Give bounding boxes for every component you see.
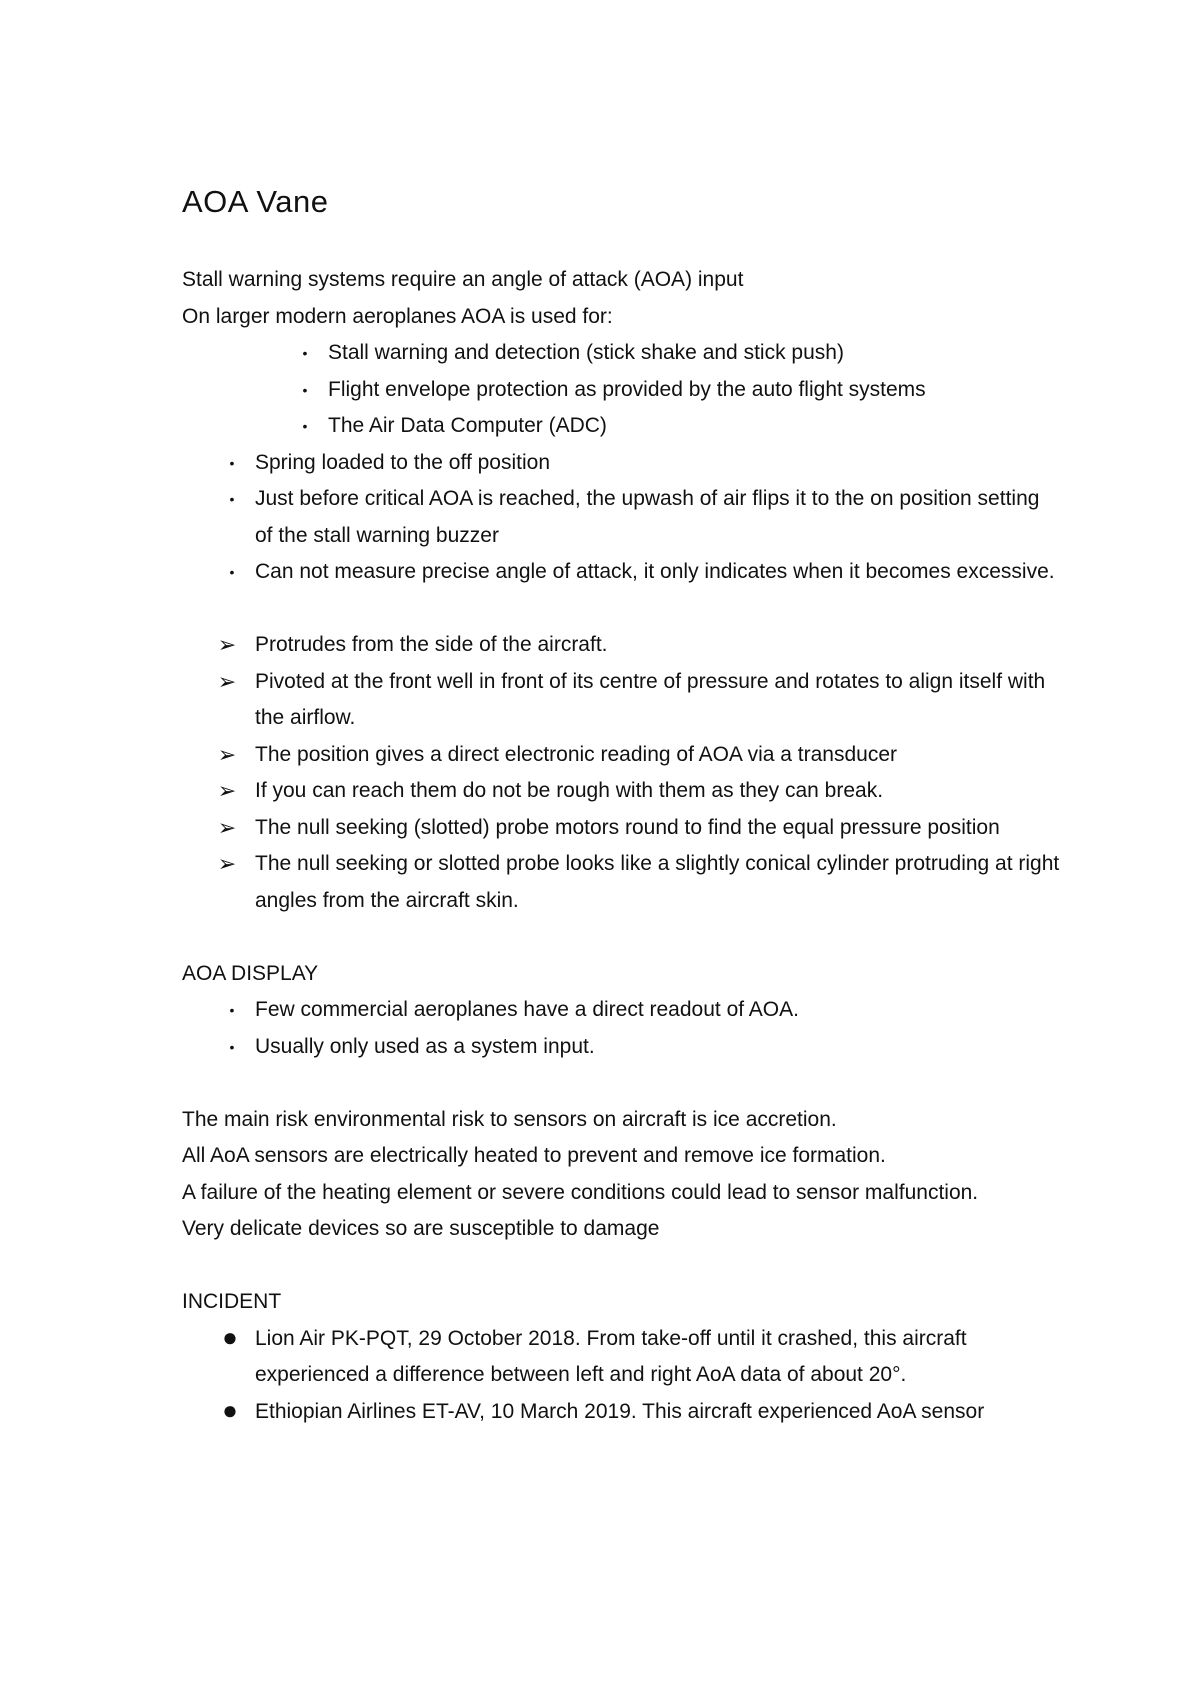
list-item-text: Lion Air PK-PQT, 29 October 2018. From take-off until it crashed, this aircraft experienced a difference between left and right AoA data of about 20°.: [255, 1326, 967, 1386]
list-item: [182, 846, 1062, 919]
list-item: [182, 481, 1062, 554]
arrow-bullet-icon: ➢: [217, 814, 237, 840]
list-item-text: The position gives a direct electronic reading of AOA via a transducer: [255, 742, 898, 766]
list-item: [182, 1029, 1062, 1066]
list-item: [182, 992, 1062, 1029]
arrow-bullet-icon: ➢: [217, 741, 237, 767]
risk-line: The main risk environmental risk to sensors on aircraft is ice accretion.: [182, 1107, 837, 1131]
list-item-text: Spring loaded to the off position: [255, 450, 550, 474]
list-item-text: Ethiopian Airlines ET-AV, 10 March 2019. This aircraft experienced AoA sensor: [255, 1399, 985, 1423]
spacer: [182, 919, 1062, 956]
display-list: [182, 992, 1062, 1065]
aoa-uses-list: [182, 335, 1062, 445]
bullet-icon: •: [229, 454, 235, 471]
spacer: [182, 591, 1062, 628]
list-item-text: The Air Data Computer (ADC): [328, 414, 607, 437]
list-item-text: Just before critical AOA is reached, the upwash of air flips it to the on position setting of the stall warning buzzer: [255, 487, 1040, 547]
bullet-icon: •: [229, 564, 235, 580]
risk-line: A failure of the heating element or severe conditions could lead to sensor malfunction.: [182, 1180, 979, 1204]
list-item-text: Usually only used as a system input.: [255, 1034, 595, 1058]
bullet-icon: •: [302, 381, 308, 398]
spacer: [182, 1248, 1062, 1285]
list-item-text: Few commercial aeroplanes have a direct readout of AOA.: [255, 998, 799, 1021]
risk-line: All AoA sensors are electrically heated to prevent and remove ice formation.: [182, 1144, 886, 1167]
list-item-text: Protrudes from the side of the aircraft.: [255, 633, 608, 656]
list-item-text: Stall warning and detection (stick shake and stick push): [328, 341, 844, 364]
bullet-icon: •: [229, 1038, 235, 1055]
bullet-icon: •: [302, 345, 308, 361]
list-item: [182, 664, 1062, 737]
list-item: [182, 810, 1062, 847]
vane-points-list: [182, 445, 1062, 591]
list-item: [182, 445, 1062, 482]
probe-points-list: [182, 627, 1062, 919]
arrow-bullet-icon: ➢: [217, 668, 237, 694]
list-item-text: The null seeking or slotted probe looks like a slightly conical cylinder protruding at right angles from the aircraft skin.: [255, 852, 1060, 912]
round-bullet-icon: ●: [222, 1321, 238, 1352]
list-item: [182, 627, 1062, 664]
list-item-text: The null seeking (slotted) probe motors round to find the equal pressure position: [255, 815, 1000, 839]
list-item: [182, 408, 1062, 445]
section-heading-display: AOA DISPLAY: [182, 961, 319, 985]
list-item: [182, 372, 1062, 409]
list-item: [182, 773, 1062, 810]
arrow-bullet-icon: ➢: [217, 778, 237, 803]
document-body: [182, 180, 1062, 1430]
intro-line: Stall warning systems require an angle of attack (AOA) input: [182, 268, 744, 291]
list-item-text: Can not measure precise angle of attack, it only indicates when it becomes excessive.: [255, 560, 1055, 583]
incident-list: [182, 1321, 1062, 1431]
list-item: [182, 737, 1062, 774]
list-item-text: If you can reach them do not be rough with them as they can break.: [255, 779, 884, 802]
list-item-text: Flight envelope protection as provided by the auto flight systems: [328, 377, 926, 401]
arrow-bullet-icon: ➢: [217, 851, 237, 876]
section-heading-incident: INCIDENT: [182, 1290, 282, 1313]
list-item: [182, 554, 1062, 591]
round-bullet-icon: ●: [222, 1394, 238, 1425]
list-item: [182, 1321, 1062, 1394]
arrow-bullet-icon: ➢: [217, 632, 237, 657]
intro-line: On larger modern aeroplanes AOA is used for:: [182, 304, 613, 328]
list-item: [182, 1394, 1062, 1431]
risk-line: Very delicate devices so are susceptible to damage: [182, 1217, 660, 1240]
bullet-icon: •: [302, 418, 308, 434]
bullet-icon: •: [229, 1002, 235, 1018]
list-item: [182, 335, 1062, 372]
spacer: [182, 1065, 1062, 1102]
bullet-icon: •: [229, 491, 235, 507]
page-title: AOA Vane: [182, 184, 329, 219]
list-item-text: Pivoted at the front well in front of its centre of pressure and rotates to align itself with the airflow.: [255, 669, 1046, 729]
